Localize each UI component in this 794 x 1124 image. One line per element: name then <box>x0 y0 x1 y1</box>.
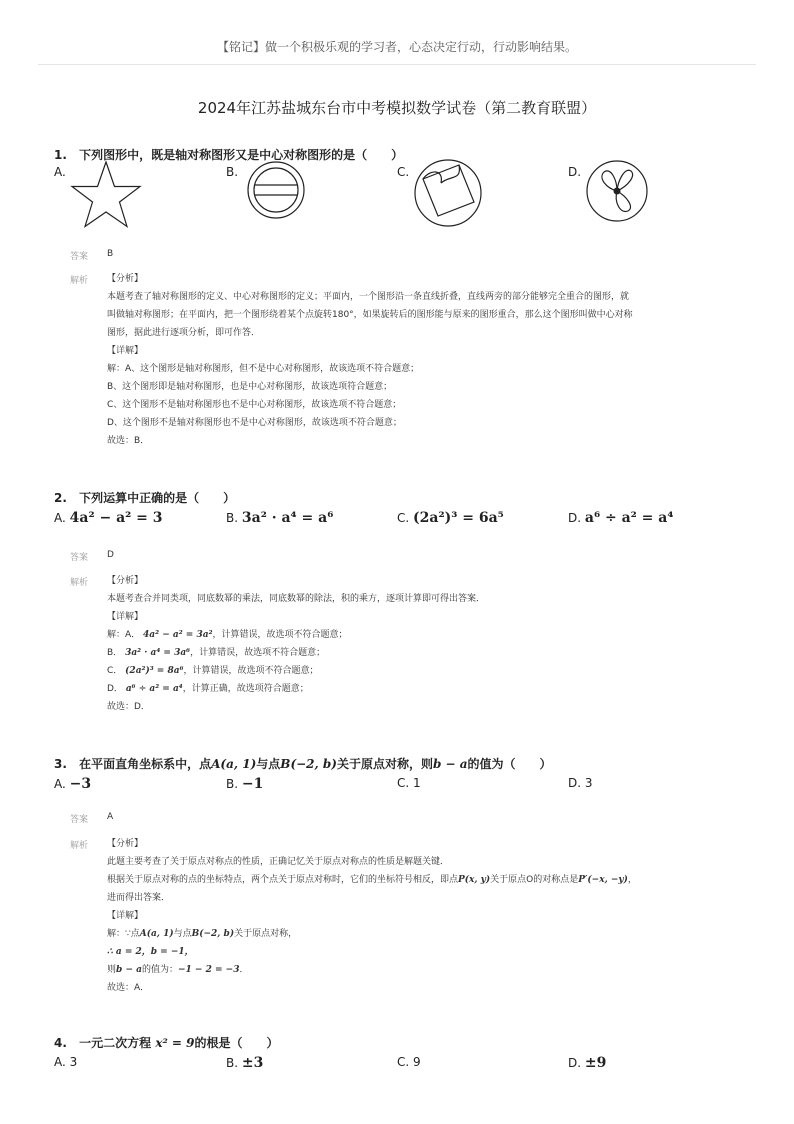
q1-analysis-line: 故选：B． <box>107 436 150 446</box>
q2-option-a-letter: A. <box>54 511 66 525</box>
q3-analysis-label: 解析 <box>70 841 89 851</box>
q4-option-c: C. 9 <box>397 1055 421 1069</box>
q2-answer-label: 答案 <box>70 553 89 563</box>
q1-option-a-label: A. <box>54 165 66 179</box>
q2-option-d-letter: D. <box>568 511 582 525</box>
q2-analysis-line: 【分析】 <box>107 576 144 586</box>
circle-with-band-icon <box>244 158 308 222</box>
q3-analysis-line: 进而得出答案． <box>107 893 171 903</box>
q2-option-d-math: a⁶ ÷ a² = a⁴ <box>584 510 674 526</box>
q3-option-a: A. −3 <box>54 776 92 792</box>
header-divider <box>38 64 756 65</box>
q1-analysis-line: 【分析】 <box>107 274 144 284</box>
q2-analysis-label: 解析 <box>70 578 89 588</box>
question-4-stem: 4. 一元二次方程 x² = 9的根是（ ） <box>54 1036 279 1050</box>
q1-analysis-label: 解析 <box>70 276 89 286</box>
question-2-number: 2. <box>54 491 67 505</box>
q1-answer-label: 答案 <box>70 252 89 262</box>
q1-option-b-label: B. <box>226 165 239 179</box>
q3-answer-label: 答案 <box>70 815 89 825</box>
question-4-number: 4. <box>54 1036 67 1050</box>
q2-option-d <box>568 510 673 526</box>
q2-option-a-math: 4a² − a² = 3 <box>69 510 163 526</box>
q2-conclusion: 故选：D． <box>107 702 150 712</box>
q1-answer-value: B <box>107 249 114 259</box>
q2-option-a <box>54 510 163 526</box>
q2-analysis-line: 【详解】 <box>107 612 144 622</box>
q3-option-b: B. −1 <box>226 776 264 792</box>
q2-option-c-math: (2a²)³ = 6a⁵ <box>413 510 504 526</box>
q1-analysis-line: C、这个图形不是轴对称图形也不是中心对称图形，故该选项不符合题意； <box>107 400 402 410</box>
q2-detail-line: D． a⁶ ÷ a² = a⁴，计算正确，故选项符合题意； <box>107 684 309 694</box>
q3-analysis-line: 此题主要考查了关于原点对称点的性质，正确记忆关于原点对称点的性质是解题关键． <box>107 857 450 867</box>
q3-option-c: C. 1 <box>397 776 421 790</box>
q1-analysis-line: 本题考查了轴对称图形的定义、中心对称图形的定义；平面内，一个图形沿一条直线折叠，直线两旁的部分能够完全重合的图形，就 <box>107 292 630 302</box>
q2-option-c <box>397 510 504 526</box>
q1-analysis-line: 叫做轴对称图形；在平面内，把一个图形绕着某个点旋转180°，如果旋转后的图形能与原来的图形重合，那么这个图形叫做中心对称 <box>107 310 633 320</box>
q2-analysis-line: 本题考查合并同类项，同底数幂的乘法，同底数幂的除法，积的乘方，逐项计算即可得出答案． <box>107 594 486 604</box>
question-2-text: 下列运算中正确的是（ ） <box>79 491 236 505</box>
q1-analysis-line: 解：A、这个图形是轴对称图形，但不是中心对称图形，故该选项不符合题意； <box>107 364 420 374</box>
square-heart-in-circle-icon <box>410 155 486 231</box>
q3-option-d: D. 3 <box>568 776 593 790</box>
q1-option-c-label: C. <box>397 165 410 179</box>
q3-detail-line: 解：∵点A(a, 1)与点B(−2, b)关于原点对称， <box>107 929 298 939</box>
q2-option-b <box>226 510 333 526</box>
q3-detail-line: ∴ a = 2，b = −1， <box>107 947 194 957</box>
q2-option-c-letter: C. <box>397 511 410 525</box>
q4-option-d: D. ±9 <box>568 1055 607 1071</box>
q3-detail-label: 【详解】 <box>107 911 144 921</box>
q4-option-b: B. ±3 <box>226 1055 264 1071</box>
q2-detail-line: 解：A． 4a² − a² = 3a²，计算错误，故选项不符合题意； <box>107 630 348 640</box>
q1-analysis-line: 【详解】 <box>107 346 144 356</box>
star-icon <box>68 158 144 232</box>
q4-option-a: A. 3 <box>54 1055 78 1069</box>
question-2-stem <box>54 489 235 506</box>
q2-answer-value: D <box>107 550 114 560</box>
q1-option-d-label: D. <box>568 165 582 179</box>
header-motto: 【铭记】做一个积极乐观的学习者，心态决定行动，行动影响结果。 <box>216 40 577 54</box>
q2-option-b-math: 3a² · a⁴ = a⁶ <box>241 510 334 526</box>
q3-analysis-line: 根据关于原点对称的点的坐标特点，两个点关于原点对称时，它们的坐标符号相反，即点P(x, y)关于原点O的对称点是P′(−x, −y)， <box>107 875 637 885</box>
q1-analysis-line: 图形，据此进行逐项分析，即可作答． <box>107 328 261 338</box>
page-title: 2024年江苏盐城东台市中考模拟数学试卷（第二教育联盟） <box>197 99 597 117</box>
q1-analysis-line: D、这个图形不是轴对称图形也不是中心对称图形，故该选项不符合题意； <box>107 418 402 428</box>
q2-detail-line: C． (2a²)³ = 8a⁶，计算错误，故选项不符合题意； <box>107 666 319 676</box>
q3-answer-value: A <box>107 812 114 822</box>
question-1-text: 下列图形中，既是轴对称图形又是中心对称图形的是（ ） <box>79 148 404 162</box>
q3-detail-line: 则b − a的值为：−1 − 2 = −3． <box>107 965 249 975</box>
propeller-in-circle-icon <box>584 158 650 224</box>
question-3-number: 3. <box>54 757 67 771</box>
question-3-stem: 3. 在平面直角坐标系中，点A(a, 1)与点B(−2, b)关于原点对称，则b − a的值为（ ） <box>54 757 552 771</box>
q3-analysis-line: 【分析】 <box>107 839 144 849</box>
question-1-number: 1. <box>54 148 67 162</box>
q3-conclusion: 故选：A． <box>107 983 150 993</box>
q1-analysis-line: B、这个图形即是轴对称图形，也是中心对称图形，故该选项符合题意； <box>107 382 393 392</box>
q2-detail-line: B． 3a² · a⁴ = 3a⁶，计算错误，故选项不符合题意； <box>107 648 326 658</box>
q2-option-b-letter: B. <box>226 511 239 525</box>
